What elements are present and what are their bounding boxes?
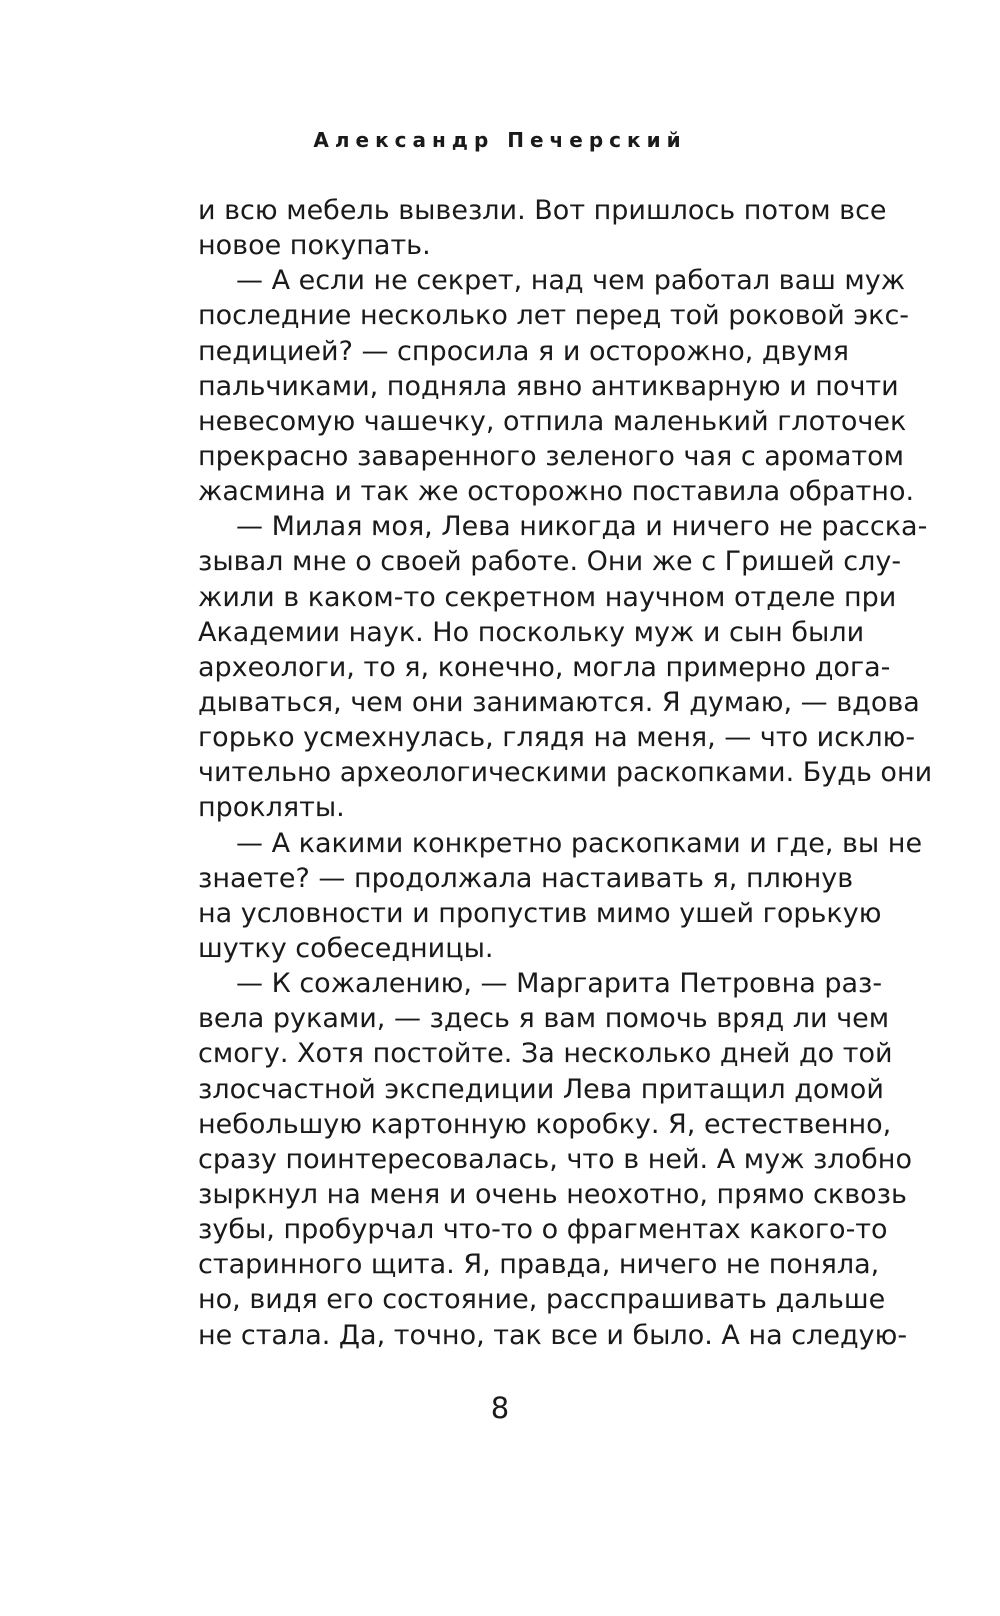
running-header-author: Александр Печерский [313,128,687,152]
text-line: — А если не секрет, над чем работал ваш муж [236,265,906,297]
text-line: — Милая моя, Лева никогда и ничего не расска- [236,511,928,543]
text-line: педицией? — спросила я и осторожно, двумя [198,335,850,367]
text-line: горько усмехнулась, глядя на меня, — что исклю- [198,722,916,754]
text-line: небольшую картонную коробку. Я, естественно, [198,1108,892,1140]
text-line: новое покупать. [198,230,431,262]
text-line: прекрасно заваренного зеленого чая с ароматом [198,440,904,472]
text-line: жили в каком-то секретном научном отделе при [198,581,897,613]
text-line: вела руками, — здесь я вам помочь вряд ли чем [198,1003,890,1035]
text-line: пальчиками, подняла явно антикварную и почти [198,370,899,402]
page-number: 8 [490,1391,510,1425]
text-line: чительно археологическими раскопками. Будь они [198,757,933,789]
text-line: — К сожалению, — Маргарита Петровна раз- [236,968,883,1000]
text-line: сразу поинтересовалась, что в ней. А муж злобно [198,1143,912,1175]
text-line: последние несколько лет перед той роковой экс- [198,300,910,332]
text-line: — А какими конкретно раскопками и где, вы не [236,827,923,859]
text-line: зубы, пробурчал что-то о фрагментах какого-то [198,1214,888,1246]
text-line: злосчастной экспедиции Лева притащил домой [198,1073,884,1105]
text-line: прокляты. [198,792,345,824]
text-line: старинного щита. Я, правда, ничего не поняла, [198,1249,880,1281]
text-line: смогу. Хотя постойте. За несколько дней до той [198,1038,893,1070]
text-line: жасмина и так же осторожно поставила обратно. [198,476,915,508]
body-text [198,193,933,1353]
text-line: шутку собеседницы. [198,932,494,964]
text-line: невесомую чашечку, отпила маленький глоточек [198,405,907,437]
text-line: дываться, чем они занимаются. Я думаю, — вдова [198,686,920,718]
text-line: не стала. Да, точно, так все и было. А на следую- [198,1319,908,1351]
text-line: Академии наук. Но поскольку муж и сын были [198,616,865,648]
text-line: на условности и пропустив мимо ушей горькую [198,897,882,929]
text-line: археологи, то я, конечно, могла примерно дога- [198,651,891,683]
text-line: и всю мебель вывезли. Вот пришлось потом все [198,195,887,226]
text-line: зывал мне о своей работе. Они же с Гришей слу- [198,546,902,578]
text-line: знаете? — продолжала настаивать я, плюнув [198,862,854,894]
text-line: зыркнул на меня и очень неохотно, прямо сквозь [198,1178,907,1210]
text-line: но, видя его состояние, расспрашивать дальше [198,1284,886,1316]
